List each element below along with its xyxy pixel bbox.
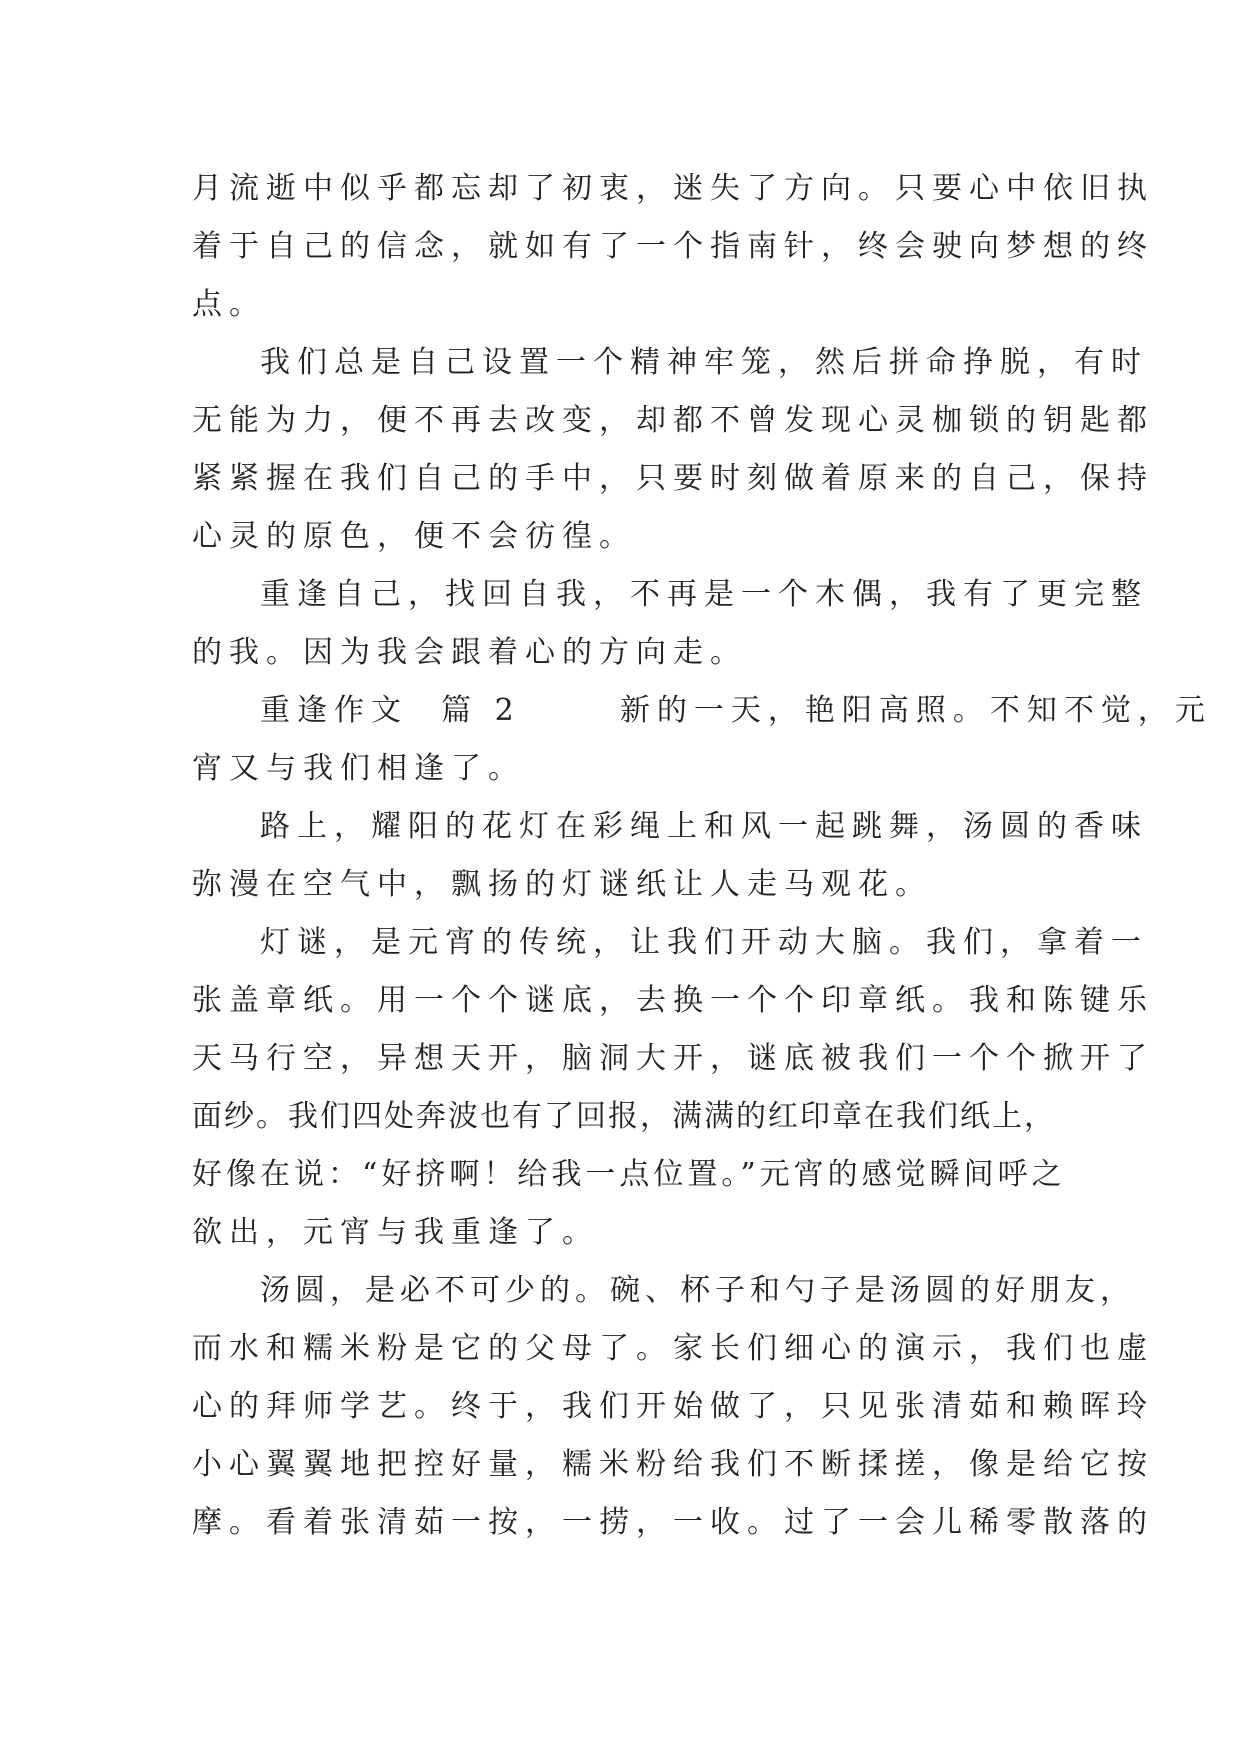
paragraph-3 (192, 566, 1148, 682)
text-line: 宵又与我们相逢了。 (192, 751, 525, 786)
text-line: 无能为力，便不再去改变，却都不曾发现心灵枷锁的钥匙都 (192, 403, 1154, 438)
text-line: 灯谜，是元宵的传统，让我们开动大脑。我们，拿着一 (260, 925, 1148, 960)
document-body (192, 160, 1212, 1552)
paragraph-2 (192, 334, 1154, 566)
text-line: 着于自己的信念，就如有了一个指南针，终会驶向梦想的终 (192, 229, 1154, 264)
text-line: 重逢作文 篇 2 新的一天，艳阳高照。不知不觉，元 (260, 693, 1212, 728)
paragraph-1 (192, 160, 1154, 334)
paragraph-6 (192, 914, 1154, 1262)
text-line: 天马行空，异想天开，脑洞大开，谜底被我们一个个掀开了 (192, 1041, 1154, 1076)
text-line: 弥漫在空气中，飘扬的灯谜纸让人走马观花。 (192, 867, 932, 902)
paragraph-7 (192, 1262, 1154, 1552)
paragraph-5 (192, 798, 1148, 914)
text-line: 欲出，元宵与我重逢了。 (192, 1215, 599, 1250)
text-line: 心的拜师学艺。终于，我们开始做了，只见张清茹和赖晖玲 (192, 1389, 1154, 1424)
text-line: 紧紧握在我们自己的手中，只要时刻做着原来的自己，保持 (192, 461, 1154, 496)
text-line: 而水和糯米粉是它的父母了。家长们细心的演示，我们也虚 (192, 1331, 1154, 1366)
text-line: 月流逝中似乎都忘却了初衷，迷失了方向。只要心中依旧执 (192, 171, 1154, 206)
text-line: 心灵的原色，便不会彷徨。 (192, 519, 636, 554)
text-line: 路上，耀阳的花灯在彩绳上和风一起跳舞，汤圆的香味 (260, 809, 1148, 844)
text-line: 我们总是自己设置一个精神牢笼，然后拼命挣脱，有时 (260, 345, 1148, 380)
paragraph-4-heading (192, 682, 1212, 798)
text-line: 小心翼翼地把控好量，糯米粉给我们不断揉搓，像是给它按 (192, 1447, 1154, 1482)
text-line: 的我。因为我会跟着心的方向走。 (192, 635, 747, 670)
text-line: 汤圆，是必不可少的。碗、杯子和勺子是汤圆的好朋友， (260, 1273, 1135, 1308)
text-line: 张盖章纸。用一个个谜底，去换一个个印章纸。我和陈键乐 (192, 983, 1154, 1018)
text-line: 摩。看着张清茹一按，一捞，一收。过了一会儿稀零散落的 (192, 1505, 1154, 1540)
text-line: 好像在说：“好挤啊！给我一点位置。”元宵的感觉瞬间呼之 (192, 1157, 1066, 1192)
text-line: 点。 (192, 287, 266, 322)
text-line: 面纱。我们四处奔波也有了回报，满满的红印章在我们纸上， (192, 1099, 1056, 1134)
text-line: 重逢自己，找回自我，不再是一个木偶，我有了更完整 (260, 577, 1148, 612)
